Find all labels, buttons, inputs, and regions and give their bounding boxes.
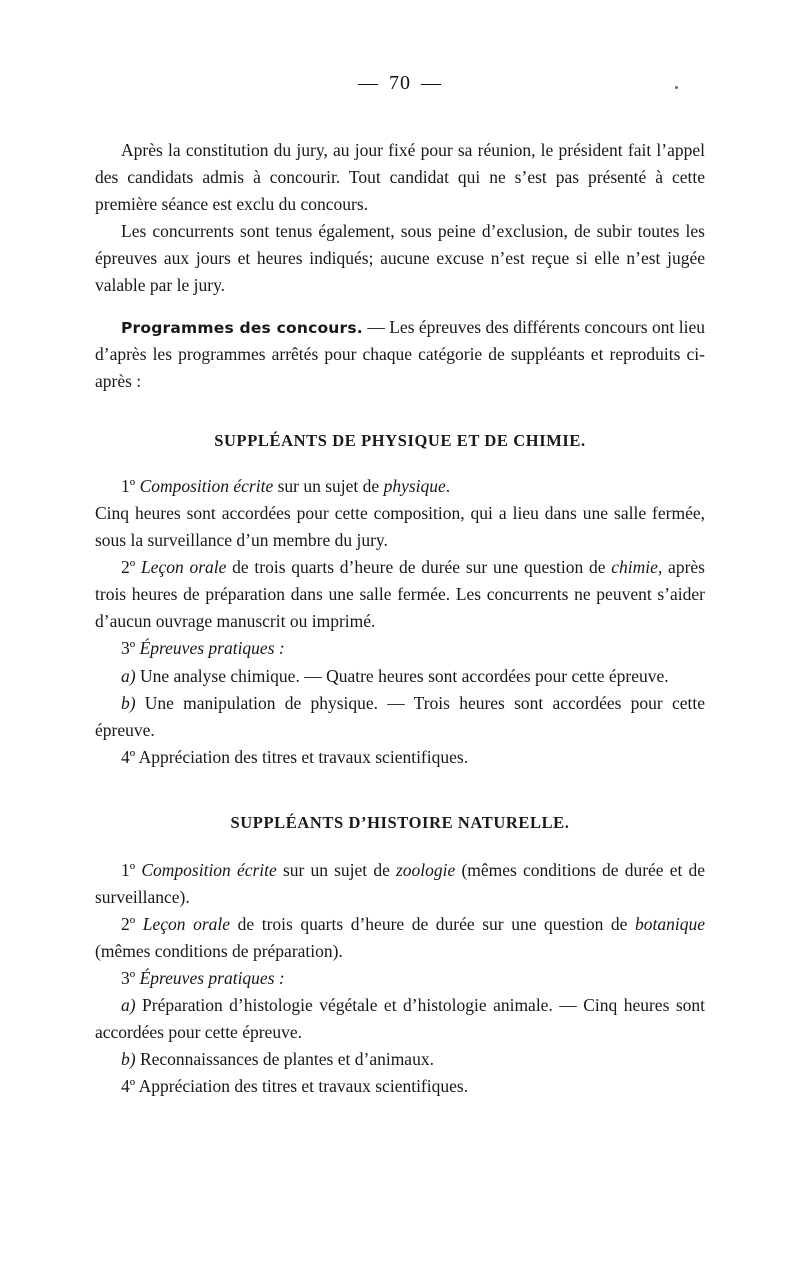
- item-1-physique-body: Cinq heures sont accordées pour cette composition, qui a lieu dans une salle fermée, sous la surveillance d’un membre du jury.: [95, 503, 705, 551]
- item-italic-physique: physique: [383, 476, 446, 497]
- item-4-appreciation-titres: [95, 744, 705, 771]
- run-in-heading-programmes: Programmes des concours.: [121, 319, 363, 338]
- section-heading-physique-chimie: SUPPLÉANTS DE PHYSIQUE ET DE CHIMIE.: [214, 431, 586, 451]
- sub-item-label-a: a): [121, 994, 136, 1015]
- folio-dash-left: —: [358, 72, 379, 94]
- sub-item-label-a: a): [121, 665, 136, 686]
- item-1-physique: [95, 473, 705, 500]
- sub-item-label-b: b): [121, 692, 136, 713]
- paragraph-concurrents-epreuves: Les concurrents sont tenus également, sous peine d’exclusion, de subir toutes les épreuves aux jours et heures indiqués; aucune excuse n’est reçue si elle n’est jugée valable par le jury.: [95, 221, 705, 296]
- ink-speck: [675, 86, 678, 89]
- page-number-header: [95, 72, 705, 95]
- item-italic-lecon-orale: Leçon orale: [142, 913, 231, 934]
- item-text-part1: de trois quarts d’heure de durée sur une question de: [230, 913, 635, 934]
- item-number: 3º: [121, 967, 136, 988]
- paragraph-programmes-text: — Les épreuves des différents concours ont lieu d’après les programmes arrêtés pour chaque catégorie de suppléants et reproduits ci-après :: [95, 317, 706, 392]
- section-heading-histoire-naturelle: SUPPLÉANTS D’HISTOIRE NATURELLE.: [230, 812, 570, 832]
- item-number: 3º: [121, 638, 136, 659]
- item-italic-lecon-orale: Leçon orale: [140, 557, 227, 578]
- item-text: Appréciation des titres et travaux scientifiques.: [135, 1075, 469, 1096]
- item-3-epreuves-pratiques: [95, 965, 705, 992]
- item-1-zoologie: [95, 857, 705, 911]
- item-number: 1º: [121, 859, 136, 880]
- item-3a-histologie: [95, 992, 705, 1046]
- paragraph-programmes: [95, 314, 705, 395]
- item-text: Appréciation des titres et travaux scientifiques.: [135, 746, 469, 767]
- item-italic-composition: Composition écrite: [141, 859, 277, 880]
- item-text-end: (mêmes conditions de durée et de surveillance).: [95, 859, 706, 907]
- item-text-part1: de trois quarts d’heure de durée sur une question de: [226, 557, 612, 578]
- item-number: 2º: [121, 557, 136, 578]
- item-italic-botanique: botanique: [635, 913, 705, 934]
- item-3-epreuves-pratiques: [95, 635, 705, 662]
- item-italic-epreuves-pratiques: Épreuves pratiques :: [139, 638, 285, 659]
- item-italic-chimie: chimie: [611, 557, 658, 578]
- item-text-mid: sur un sujet de: [273, 476, 384, 497]
- item-italic-zoologie: zoologie: [395, 859, 456, 880]
- item-number: 4º: [121, 746, 136, 767]
- item-3a-analyse-chimique: [95, 663, 705, 690]
- item-text-end: .: [445, 476, 451, 497]
- item-text-part2: (mêmes conditions de préparation).: [95, 940, 343, 961]
- item-text-mid: sur un sujet de: [276, 859, 396, 880]
- item-number: 2º: [121, 913, 136, 934]
- item-3b-reconnaissances: [95, 1046, 705, 1073]
- item-3b-manipulation-physique: [95, 690, 705, 744]
- item-2-botanique: [95, 911, 705, 965]
- item-text-part2: , après trois heures de préparation dans une salle fermée. Les concurrents ne peuvent s’aider d’aucun ouvrage manuscrit ou imprimé.: [95, 557, 705, 632]
- sub-item-text-a: Préparation d’histologie végétale et d’histologie animale. — Cinq heures sont accordées pour cette épreuve.: [95, 994, 705, 1042]
- sub-item-text-b: Reconnaissances de plantes et d’animaux.: [135, 1048, 434, 1069]
- folio-dash-right: —: [421, 72, 442, 94]
- sub-item-label-b: b): [121, 1048, 136, 1069]
- sub-item-text-a: Une analyse chimique. — Quatre heures sont accordées pour cette épreuve.: [135, 665, 669, 686]
- item-number: 1º: [121, 476, 136, 497]
- item-italic-composition: Composition écrite: [139, 476, 274, 497]
- item-italic-epreuves-pratiques: Épreuves pratiques :: [139, 967, 285, 988]
- page-number: 70: [389, 72, 411, 94]
- item-number: 4º: [121, 1075, 136, 1096]
- item-2-lecon-orale: [95, 554, 705, 635]
- item-4-appreciation-titres: [95, 1073, 705, 1100]
- sub-item-text-b: Une manipulation de physique. — Trois heures sont accordées pour cette épreuve.: [95, 692, 705, 740]
- paragraph-jury-constitution: Après la constitution du jury, au jour fixé pour sa réunion, le président fait l’appel des candidats admis à concourir. Tout candidat qui ne s’est pas présenté à cette première séance est exclu du concours.: [95, 140, 705, 215]
